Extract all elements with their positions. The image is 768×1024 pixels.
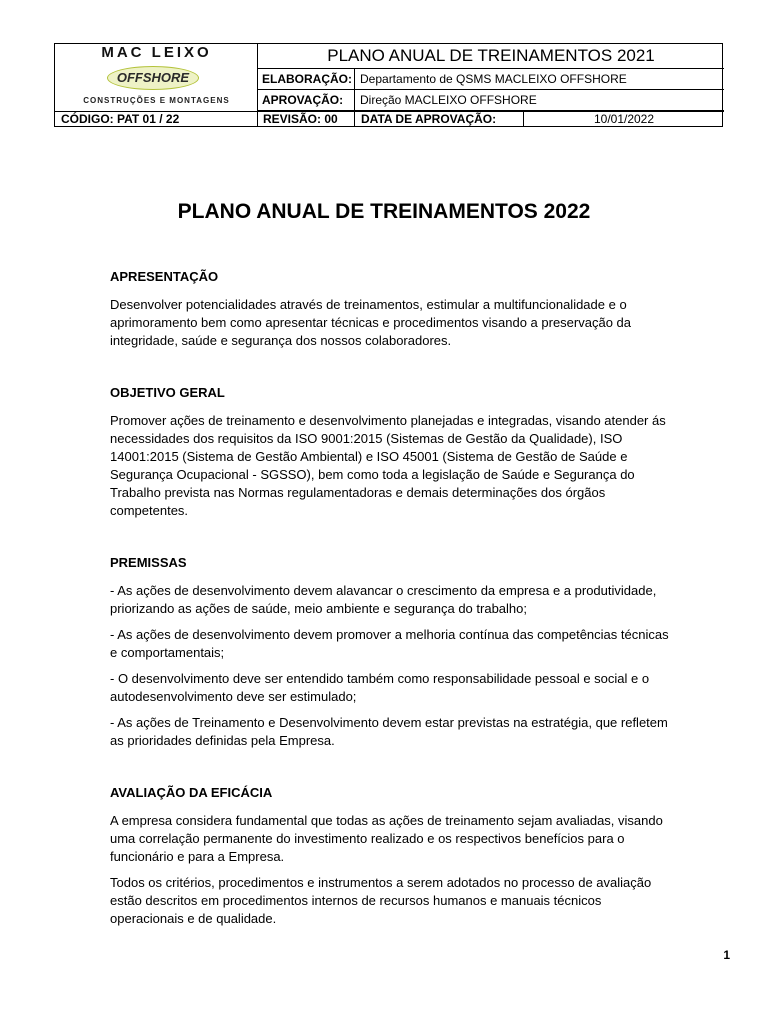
section-heading: APRESENTAÇÃO xyxy=(110,269,219,284)
paragraph: - As ações de Treinamento e Desenvolvimento devem estar previstas na estratégia, que refletem as prioridades definidas pela Empresa. xyxy=(110,715,668,748)
section-heading: OBJETIVO GERAL xyxy=(110,385,225,400)
aprovacao-row xyxy=(258,90,724,111)
logo-offshore: OFFSHORE xyxy=(107,66,199,90)
aprovacao-value: Direção MACLEIXO OFFSHORE xyxy=(360,93,537,107)
header-bottom-row xyxy=(55,111,724,127)
paragraph: - As ações de desenvolvimento devem promover a melhoria contínua das competências técnicas e comportamentais; xyxy=(110,627,669,660)
logo-mac-leixo: MAC LEIXO xyxy=(101,44,212,61)
header-title: PLANO ANUAL DE TREINAMENTOS 2021 xyxy=(258,44,724,69)
page-number: 1 xyxy=(723,948,730,962)
revisao-cell: REVISÃO: 00 xyxy=(258,112,355,127)
codigo-cell: CÓDIGO: PAT 01 / 22 xyxy=(55,112,258,127)
company-logo xyxy=(55,44,258,111)
data-aprovacao-value: 10/01/2022 xyxy=(593,112,655,126)
elaboracao-label: ELABORAÇÃO: xyxy=(258,69,355,89)
section-objetivo-geral xyxy=(110,384,670,520)
aprovacao-label: APROVAÇÃO: xyxy=(258,90,355,110)
paragraph: - As ações de desenvolvimento devem alavancar o crescimento da empresa e a produtividade, priorizando as ações de saúde, meio ambiente e segurança do trabalho; xyxy=(110,583,657,616)
logo-subtitle: CONSTRUÇÕES E MONTAGENS xyxy=(83,96,230,105)
section-avaliacao-eficacia xyxy=(110,784,670,928)
section-apresentacao xyxy=(110,268,670,350)
document-title: PLANO ANUAL DE TREINAMENTOS 2022 xyxy=(177,200,591,223)
paragraph: - O desenvolvimento deve ser entendido também como responsabilidade pessoal e social e o autodesenvolvimento deve ser estimulado; xyxy=(110,671,650,704)
document-body xyxy=(110,268,670,962)
paragraph: Todos os critérios, procedimentos e instrumentos a serem adotados no processo de avaliação estão descritos em procedimentos internos de recursos humanos e manuais técnicos operacionais e de qualidade. xyxy=(110,875,652,926)
document-header-table xyxy=(54,43,723,127)
section-premissas xyxy=(110,554,670,750)
elaboracao-value: Departamento de QSMS MACLEIXO OFFSHORE xyxy=(360,72,627,86)
paragraph: Promover ações de treinamento e desenvolvimento planejadas e integradas, visando atender ás necessidades dos requisitos da ISO 9001:2015 (Sistemas de Gestão da Qualidade), ISO 14001:2015 (Sistema de Gestão Ambiental) e ISO 45001 (Sistema de Gestão de Saúde e Segurança Ocupacional - SGSSO), bem como toda a legislação de Saúde e Segurança do Trabalho prevista nas Normas regulamentadoras e demais determinações dos órgãos competentes. xyxy=(110,413,666,518)
paragraph: Desenvolver potencialidades através de treinamentos, estimular a multifuncionalidade e o aprimoramento bem como apresentar técnicas e procedimentos visando a preservação da integridade, saúde e segurança dos nossos colaboradores. xyxy=(110,297,631,348)
elaboracao-row xyxy=(258,69,724,90)
section-heading: PREMISSAS xyxy=(110,555,187,570)
paragraph: A empresa considera fundamental que todas as ações de treinamento sejam avaliadas, visando uma correlação permanente do investimento realizado e os respectivos benefícios para o funcionário e para a Empresa. xyxy=(110,813,663,864)
data-aprovacao-label: DATA DE APROVAÇÃO: xyxy=(355,112,524,127)
section-heading: AVALIAÇÃO DA EFICÁCIA xyxy=(110,785,273,800)
